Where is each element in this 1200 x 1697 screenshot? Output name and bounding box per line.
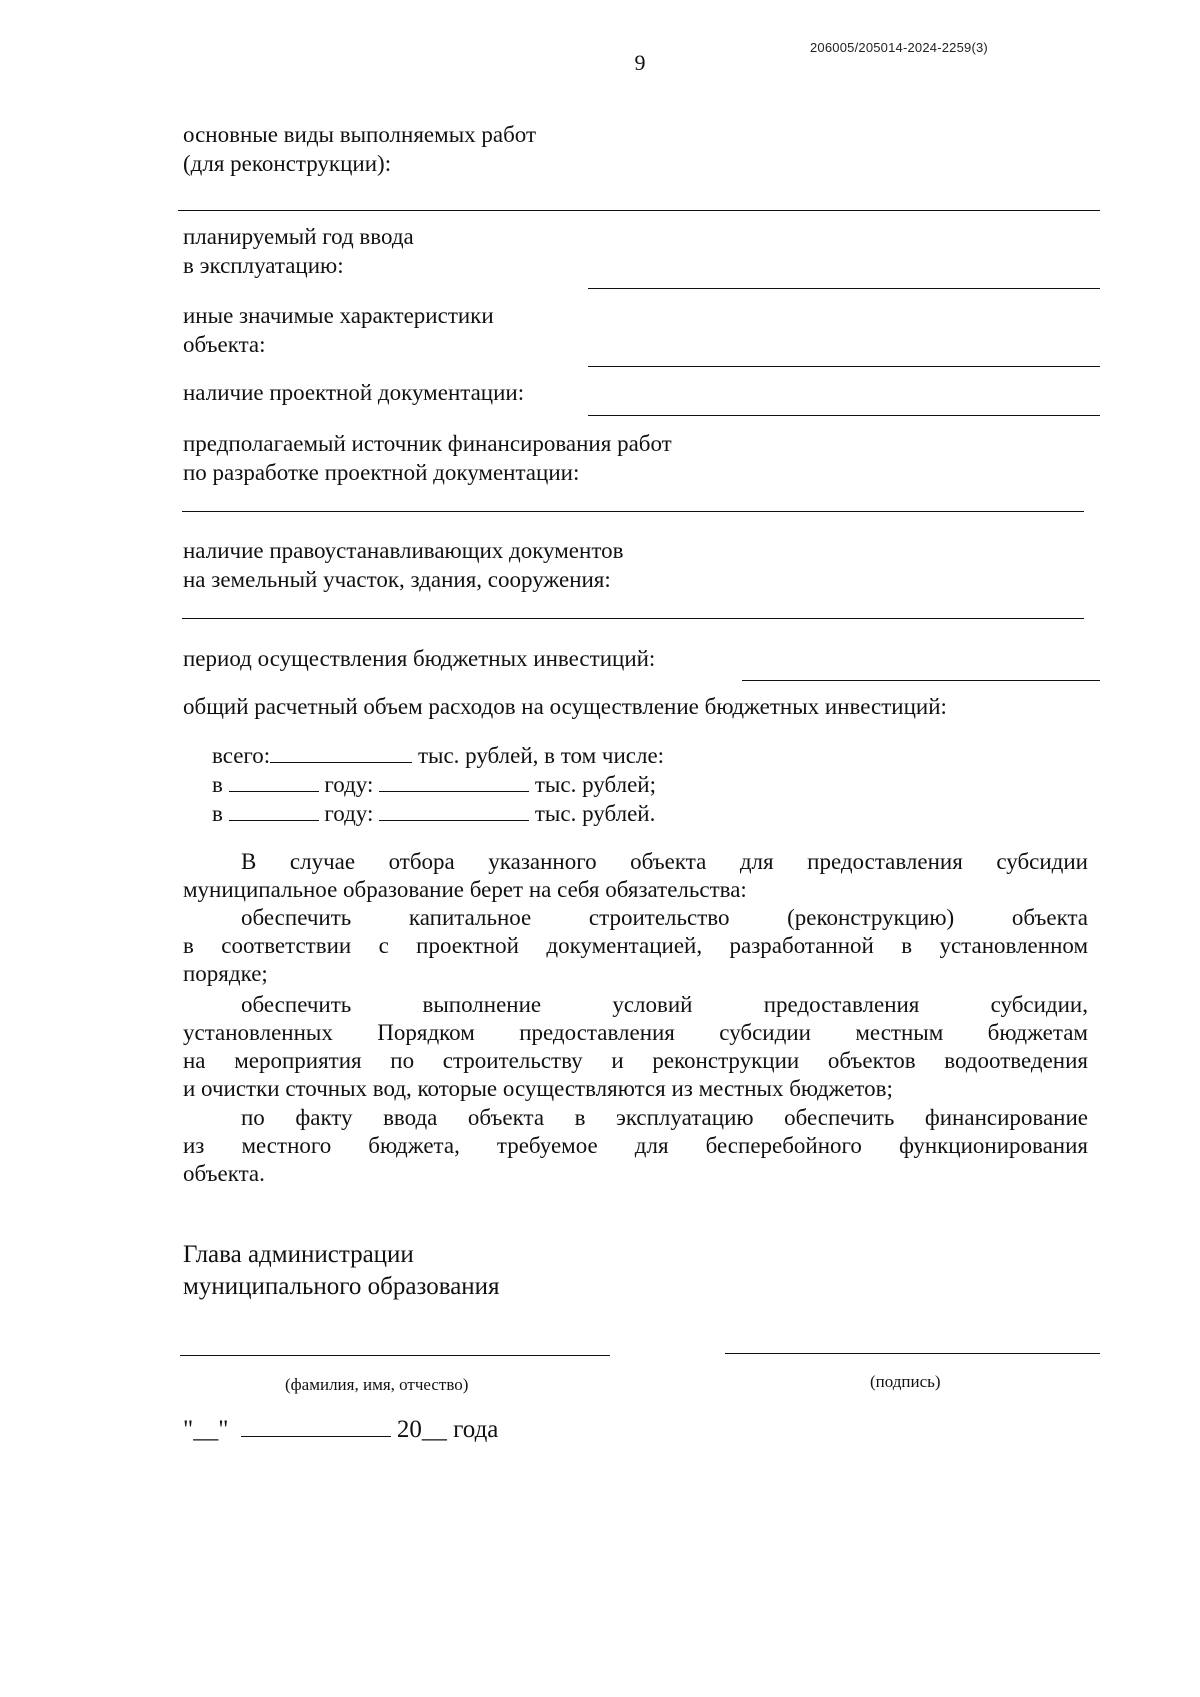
amount-total-suffix: тыс. рублей, в том числе:	[417, 743, 665, 768]
obligation-2-line1: обеспечить выполнение условий предоставления субсидии,	[241, 992, 1088, 1017]
amount-row-suffix: тыс. рублей.	[534, 801, 656, 826]
obligations-intro-line1: В случае отбора указанного объекта для предоставления субсидии	[241, 849, 1088, 874]
obligation-2-line3: на мероприятия по строительству и реконструкции объектов водоотведения	[183, 1048, 1088, 1073]
date-year: 20__	[396, 1416, 447, 1443]
name-fill-line	[180, 1355, 610, 1356]
rights-fill-line	[182, 618, 1084, 619]
amount-row-suffix: тыс. рублей;	[534, 772, 656, 797]
name-caption: (фамилия, имя, отчество)	[285, 1375, 469, 1394]
rights-label-line2: на земельный участок, здания, сооружения:	[183, 567, 611, 592]
date-month-blank	[241, 1414, 391, 1437]
works-fill-line	[178, 210, 1100, 211]
other-label-line1: иные значимые характеристики	[183, 303, 494, 328]
obligation-3-line1: по факту ввода объекта в эксплуатацию обеспечить финансирование	[241, 1105, 1088, 1130]
amount-total-row	[212, 741, 664, 770]
period-label: период осуществления бюджетных инвестиций:	[183, 646, 656, 671]
document-id: 206005/205014-2024-2259(3)	[810, 40, 988, 55]
obligation-3-line2: из местного бюджета, требуемое для бесперебойного функционирования	[183, 1133, 1088, 1158]
amount-value-blank	[379, 771, 529, 792]
amount-row-prefix: в	[212, 772, 223, 797]
obligations-intro-line2: муниципальное образование берет на себя обязательства:	[183, 877, 747, 902]
source-label-line1: предполагаемый источник финансирования работ	[183, 431, 672, 456]
page-number: 9	[634, 50, 646, 75]
signer-title-line1: Глава администрации	[183, 1241, 414, 1268]
rights-label-line1: наличие правоустанавливающих документов	[183, 538, 624, 563]
obligation-1-line1: обеспечить капитальное строительство (реконструкцию) объекта	[241, 905, 1088, 930]
obligation-2-line2: установленных Порядком предоставления субсидии местным бюджетам	[183, 1020, 1088, 1045]
obligation-3-line3: объекта.	[183, 1161, 265, 1186]
source-fill-line	[182, 511, 1084, 512]
project-docs-label: наличие проектной документации:	[183, 380, 525, 405]
obligation-1-line3: порядке;	[183, 961, 268, 986]
amount-total-label: всего:	[212, 743, 271, 768]
works-label-line1: основные виды выполняемых работ	[183, 122, 537, 147]
period-fill-line	[742, 680, 1100, 681]
year-label-line1: планируемый год ввода	[183, 224, 414, 249]
total-volume-label: общий расчетный объем расходов на осуществление бюджетных инвестиций:	[183, 694, 947, 719]
other-label-line2: объекта:	[183, 332, 266, 357]
amount-year-blank	[229, 771, 319, 792]
amount-total-blank	[270, 742, 412, 763]
year-label-line2: в эксплуатацию:	[183, 253, 344, 278]
amount-row-year: году:	[324, 772, 374, 797]
works-label-line2: (для реконструкции):	[183, 151, 392, 176]
amount-row-year: году:	[324, 801, 374, 826]
obligation-2-line4: и очистки сточных вод, которые осуществляются из местных бюджетов;	[183, 1076, 893, 1101]
signature-caption: (подпись)	[870, 1372, 941, 1391]
amount-row-prefix: в	[212, 801, 223, 826]
project-docs-fill-line	[588, 415, 1100, 416]
date-suffix: года	[453, 1416, 499, 1443]
amount-year-row-2	[212, 799, 655, 828]
amount-year-blank	[229, 800, 319, 821]
source-label-line2: по разработке проектной документации:	[183, 460, 580, 485]
amount-year-row-1	[212, 770, 656, 799]
date-day: "__"	[183, 1416, 229, 1443]
amount-value-blank	[379, 800, 529, 821]
obligation-1-line2: в соответствии с проектной документацией, разработанной в установленном	[183, 933, 1088, 958]
other-fill-line	[588, 366, 1100, 367]
date-line	[183, 1414, 498, 1446]
year-fill-line	[588, 288, 1100, 289]
signer-title-line2: муниципального образования	[183, 1273, 500, 1300]
signature-fill-line	[725, 1353, 1100, 1354]
